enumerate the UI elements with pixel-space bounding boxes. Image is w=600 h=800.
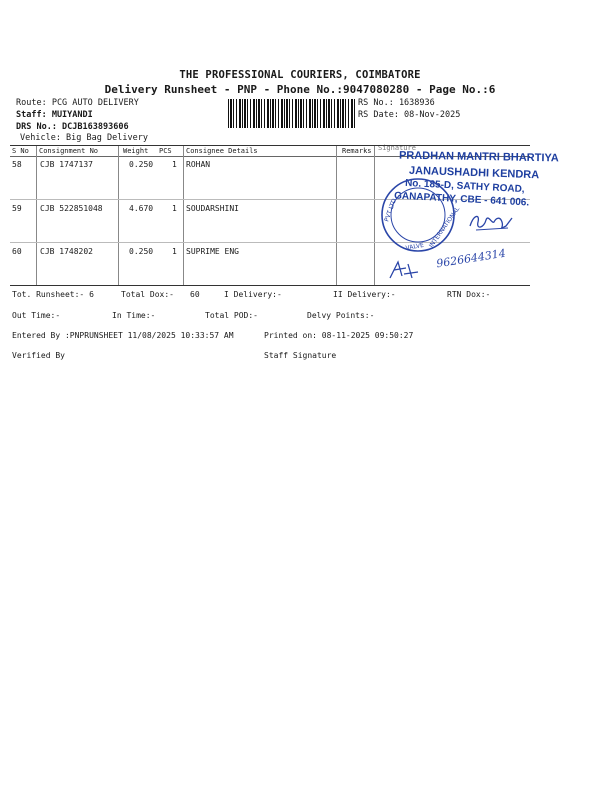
row-sno: 58 — [12, 160, 22, 169]
col-signature: Signature — [378, 144, 416, 152]
col-weight: Weight — [123, 147, 149, 155]
row-weight: 0.250 — [129, 160, 154, 169]
runsheet-subtitle: Delivery Runsheet - PNP - Phone No.:9047080280 - Page No.:6 — [104, 83, 496, 96]
row-consignment: CJB 522851048 — [40, 204, 103, 213]
out-time: Out Time:- — [12, 311, 61, 320]
total-pod: Total POD:- — [205, 311, 258, 320]
total-dox-value: 60 — [190, 290, 200, 299]
stamp-line-1: PRADHAN MANTRI BHARTIYA — [398, 149, 559, 165]
table-bottom-rule — [10, 285, 530, 286]
rtn-dox: RTN Dox:- — [447, 290, 491, 299]
row-pcs: 1 — [172, 204, 177, 213]
table-top-rule — [10, 145, 530, 146]
printed-on: Printed on: 08-11-2025 09:50:27 — [264, 331, 414, 340]
stamp-line-2: JANAUSHADHI KENDRA — [408, 164, 540, 182]
col-sno: S No — [12, 147, 29, 155]
verified-by: Verified By — [12, 351, 65, 360]
col-pcs: PCS — [159, 147, 172, 155]
signature-scribble-icon — [466, 208, 516, 234]
delvy-points: Delvy Points:- — [307, 311, 375, 320]
row-pcs: 1 — [172, 160, 177, 169]
col-consignment: Consignment No — [39, 147, 99, 155]
round-seal-icon — [370, 170, 470, 260]
ii-delivery: II Delivery:- — [333, 290, 396, 299]
stamp-line-3: No. 185-D, SATHY ROAD, — [404, 177, 525, 196]
row-consignment: CJB 1747137 — [40, 160, 93, 169]
route-label: Route: PCG AUTO DELIVERY — [16, 98, 139, 108]
row-consignee: ROHAN — [186, 160, 211, 169]
row-consignee: SOUDARSHINI — [186, 204, 239, 213]
initials-scribble-icon — [386, 258, 422, 282]
i-delivery: I Delivery:- — [224, 290, 282, 299]
row-sno: 60 — [12, 247, 22, 256]
vehicle-label: Vehicle: Big Bag Delivery — [20, 133, 148, 143]
entered-by: Entered By :PNPRUNSHEET 11/08/2025 10:33:57 AM — [12, 331, 234, 340]
staff-label: Staff: MUIYANDI — [16, 110, 93, 120]
row-pcs: 1 — [172, 247, 177, 256]
tot-runsheet: Tot. Runsheet:- 6 — [12, 290, 94, 299]
barcode-image — [228, 99, 356, 128]
staff-signature-label: Staff Signature — [264, 351, 337, 360]
row-weight: 4.670 — [129, 204, 154, 213]
total-dox-label: Total Dox:- — [121, 290, 174, 299]
stamp-line-4: GANAPATHY, CBE - 641 006. — [393, 190, 530, 209]
row-consignee: SUPRIME ENG — [186, 247, 239, 256]
svg-text:INTERNATIONAL: INTERNATIONAL — [427, 205, 462, 250]
col-consignee: Consignee Details — [186, 147, 258, 155]
svg-text:VALVE: VALVE — [405, 241, 425, 252]
company-title: THE PROFESSIONAL COURIERS, COIMBATORE — [179, 69, 421, 81]
rs-number: RS No.: 1638936 — [358, 98, 435, 108]
col-remarks: Remarks — [342, 147, 372, 155]
in-time: In Time:- — [112, 311, 156, 320]
row-sno: 59 — [12, 204, 22, 213]
rs-date: RS Date: 08-Nov-2025 — [358, 110, 461, 120]
drs-number: DRS No.: DCJB163893606 — [16, 122, 129, 132]
handwritten-phone: 9626644314 — [435, 246, 507, 271]
row-consignment: CJB 1748202 — [40, 247, 93, 256]
svg-text:PVT LTD: PVT LTD — [383, 197, 399, 223]
row-weight: 0.250 — [129, 247, 154, 256]
